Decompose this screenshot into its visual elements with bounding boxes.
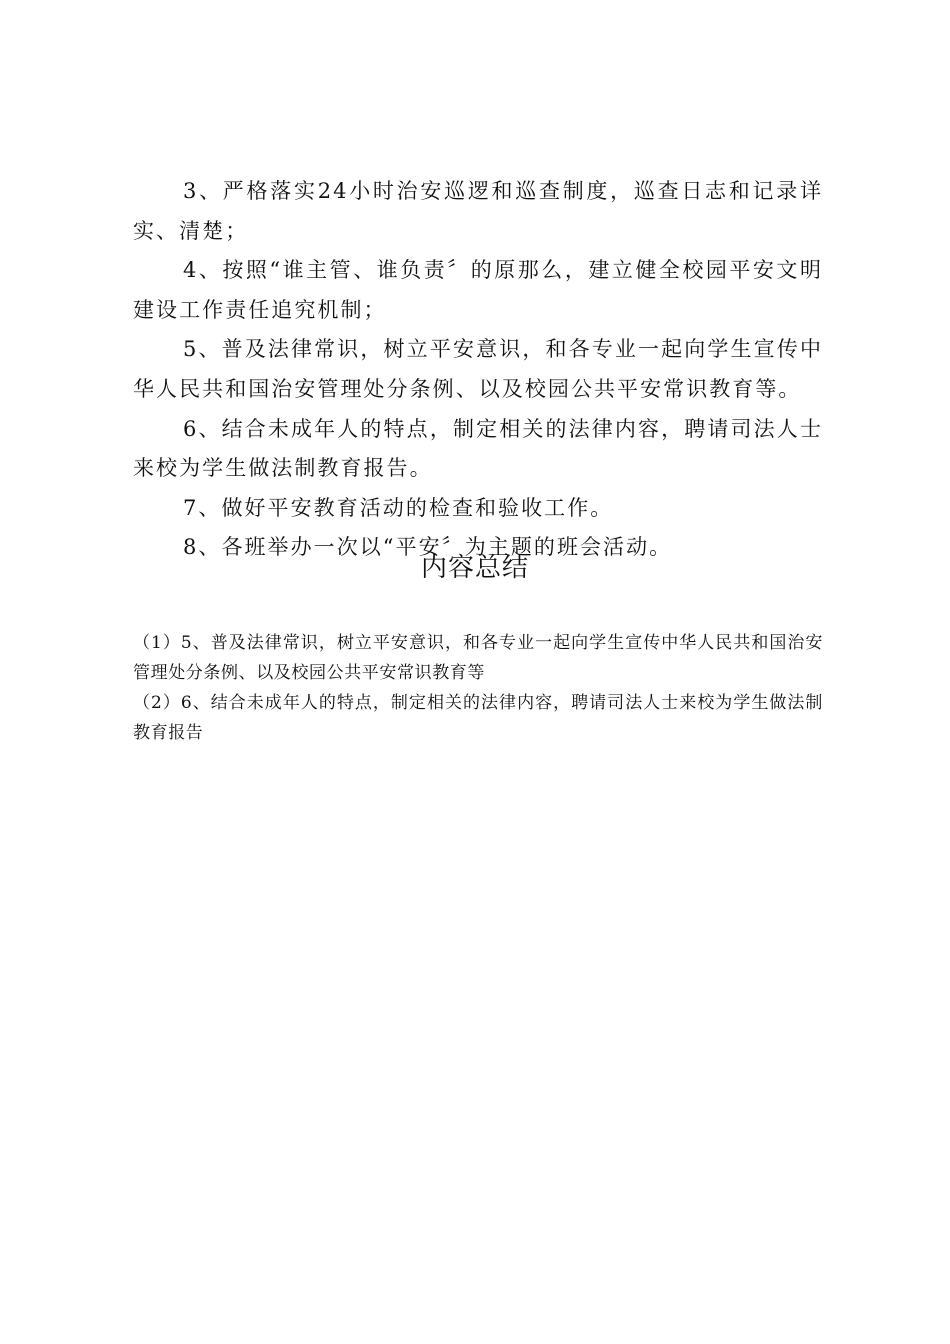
summary-section — [133, 628, 823, 748]
body-text — [133, 172, 823, 568]
paragraph-item-8: 8、各班举办一次以“平安〞为主题的班会活动。 — [183, 535, 673, 560]
summary-item-1: （1）5、普及法律常识，树立平安意识，和各专业一起向学生宣传中华人民共和国治安管理处分条例、以及校园公共平安常识教育等 — [133, 633, 823, 683]
paragraph-item-5: 5、普及法律常识，树立平安意识，和各专业一起向学生宣传中华人民共和国治安管理处分条例、以及校园公共平安常识教育等。 — [133, 337, 823, 401]
summary-title: 内容总结 — [420, 553, 529, 583]
paragraph-item-6: 6、结合未成年人的特点，制定相关的法律内容，聘请司法人士来校为学生做法制教育报告。 — [133, 416, 823, 481]
summary-item-2: （2）6、结合未成年人的特点，制定相关的法律内容，聘请司法人士来校为学生做法制教育报告 — [133, 693, 823, 743]
paragraph-item-7: 7、做好平安教育活动的检查和验收工作。 — [183, 495, 614, 520]
paragraph-item-4: 4、按照“谁主管、谁负责〞的原那么，建立健全校园平安文明建设工作责任追究机制； — [133, 258, 823, 322]
paragraph-item-3: 3、严格落实24小时治安巡逻和巡查制度，巡查日志和记录详实、清楚； — [133, 179, 823, 243]
